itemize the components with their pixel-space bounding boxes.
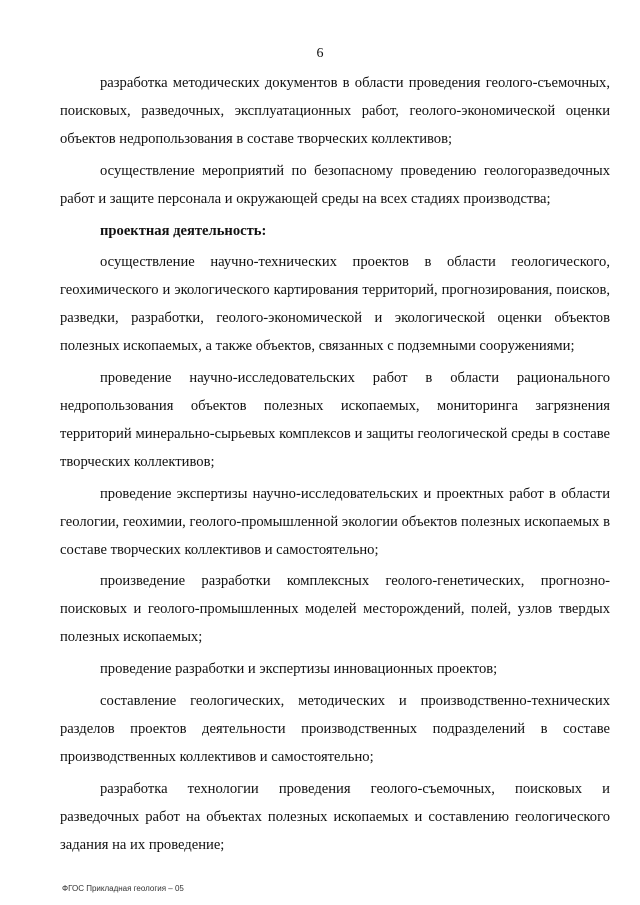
- paragraph-9: составление геологических, методических и производственно-технических разделов проектов деятельности производственных подразделений в составе производственных коллективов и самостоятельно;: [60, 693, 610, 765]
- paragraph-1: разработка методических документов в области проведения геолого-съемочных, поисковых, разведочных, эксплуатационных работ, геолого-экономической оценки объектов недропользования в составе творческих коллективов;: [60, 75, 610, 147]
- paragraph-6: проведение экспертизы научно-исследовательских и проектных работ в области геологии, геохимии, геолого-промышленной экологии объектов полезных ископаемых в составе творческих коллективов и самостоятельно;: [60, 485, 610, 558]
- paragraph-2: осуществление мероприятий по безопасному проведению геологоразведочных работ и защите персонала и окружающей среды на всех стадиях производства;: [60, 162, 610, 207]
- page-number: 6: [316, 46, 324, 61]
- paragraph-4: осуществление научно-технических проектов в области геологического, геохимического и экологического картирования территорий, прогнозирования, поисков, разведки, разработки, геолого-экономической и экологической оценки объектов полезных ископаемых, а также объектов, связанных с подземными сооружениями;: [60, 254, 610, 355]
- paragraph-5: проведение научно-исследовательских работ в области рационального недропользования объектов полезных ископаемых, мониторинга загрязнения территорий минерально-сырьевых комплексов и защиты геологической среды в составе творческих коллективов;: [60, 370, 610, 470]
- paragraph-8: проведение разработки и экспертизы инновационных проектов;: [100, 661, 498, 678]
- paragraph-10: разработка технологии проведения геолого-съемочных, поисковых и разведочных работ на объектах полезных ископаемых и составлению геологического задания на их проведение;: [60, 780, 610, 853]
- paragraph-7: произведение разработки комплексных геолого-генетических, прогнозно-поисковых и геолого-промышленных моделей месторождений, полей, узлов твердых полезных ископаемых;: [60, 573, 610, 646]
- page-footer: ФГОС Прикладная геология – 05: [62, 884, 184, 893]
- document-body: [60, 70, 610, 859]
- section-heading: проектная деятельность:: [100, 222, 267, 239]
